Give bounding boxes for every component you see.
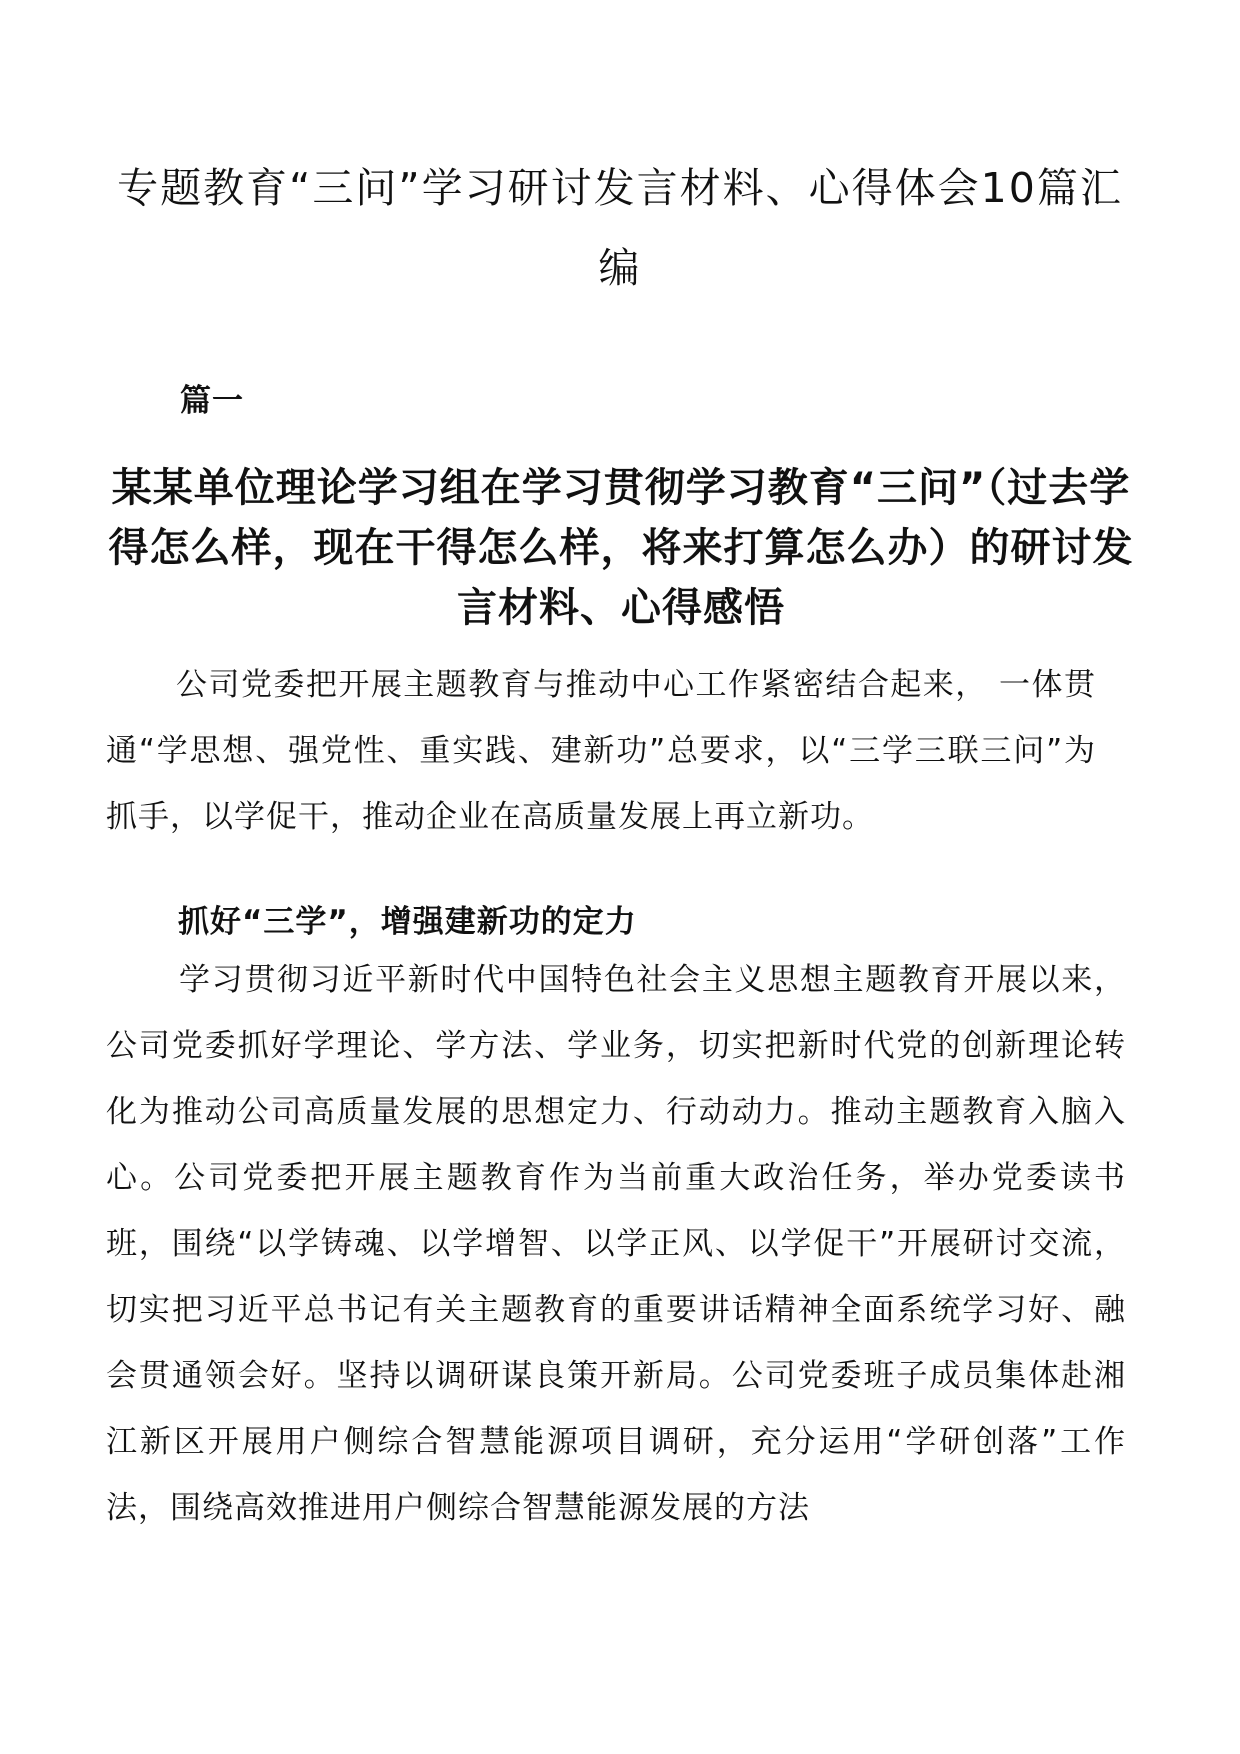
paragraph-body: 学习贯彻习近平新时代中国特色社会主义思想主题教育开展以来，公司党委抓好学理论、学方法、学业务，切实把新时代党的创新理论转化为推动公司高质量发展的思想定力、行动动力。推动主题教育入脑入心。公司党委把开展主题教育作为当前重大政治任务，举办党委读书班，围绕“以学铸魂、以学增智、以学正风、以学促干”开展研讨交流，切实把习近平总书记有关主题教育的重要讲话精神全面系统学习好、融会贯通领会好。坚持以调研谋良策开新局。公司党委班子成员集体赴湘江新区开展用户侧综合智慧能源项目调研，充分运用“学研创落”工作法，围绕高效推进用户侧综合智慧能源发展的方法 [106, 962, 1126, 1526]
subheading-three-studies: 抓好“三学”，增强建新功的定力 [178, 904, 637, 940]
article-title: 某某单位理论学习组在学习贯彻学习教育“三问”（过去学得怎么样，现在干得怎么样，将来打算怎么办）的研讨发言材料、心得感悟 [108, 465, 1134, 631]
paragraph-intro: 公司党委把开展主题教育与推动中心工作紧密结合起来， 一体贯通“学思想、强党性、重实践、建新功”总要求，以“三学三联三问”为抓手，以学促干，推动企业在高质量发展上再立新功。 [106, 667, 1096, 835]
document-title: 专题教育“三问”学习研讨发言材料、心得体会10篇汇编 [117, 164, 1123, 292]
section-label: 篇一 [180, 383, 244, 419]
